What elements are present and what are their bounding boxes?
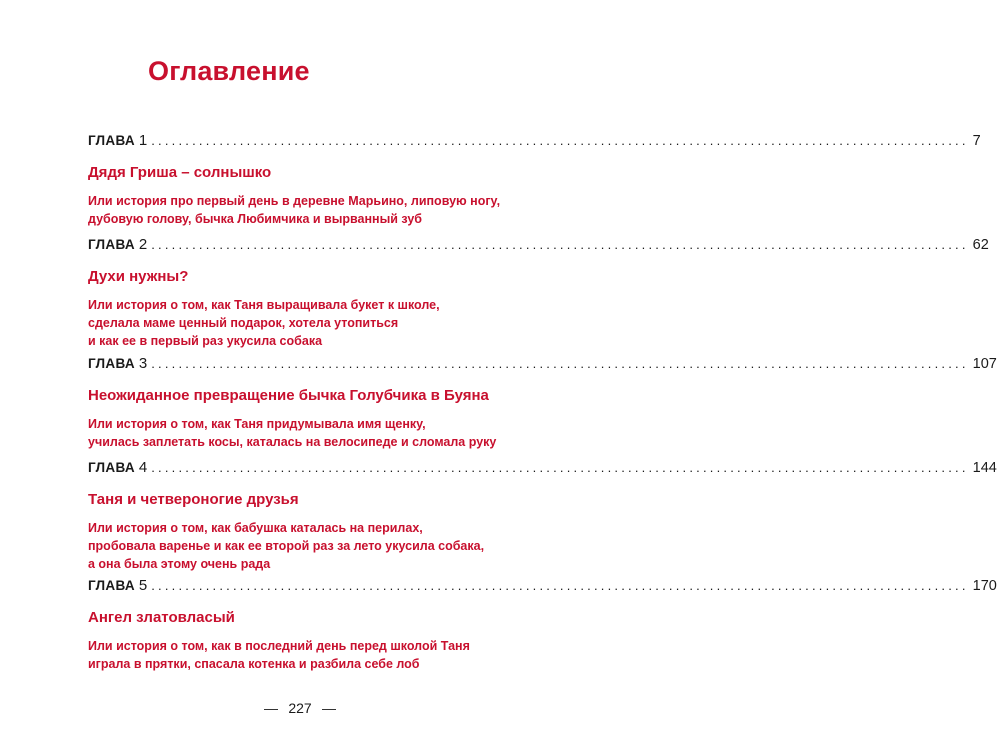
chapter-label: ГЛАВА: [88, 133, 135, 148]
description-line: пробовала варенье и как ее второй раз за лето укусила собака,: [88, 539, 485, 553]
chapter-number: 5: [138, 577, 148, 594]
dash-right: [322, 709, 336, 710]
chapter-3: [88, 355, 997, 451]
chapter-4: [88, 459, 997, 573]
chapter-page: 62: [972, 237, 989, 253]
chapter-5: [88, 577, 997, 673]
chapter-page: 7: [972, 133, 981, 149]
chapter-number: 4: [138, 459, 148, 476]
page-title: Оглавление: [148, 56, 310, 86]
description-line: Или история о том, как в последний день перед школой Таня: [88, 639, 470, 653]
chapter-title: Таня и четвероногие друзья: [88, 491, 299, 508]
chapter-title: Неожиданное превращение бычка Голубчика в Буяна: [88, 387, 489, 404]
description-line: дубовую голову, бычка Любимчика и вырванный зуб: [88, 212, 422, 226]
chapter-2: [88, 236, 989, 350]
description-line: играла в прятки, спасала котенка и разбила себе лоб: [88, 657, 420, 671]
chapter-heading: [88, 459, 997, 481]
chapter-description: [88, 296, 518, 350]
description-line: Или история про первый день в деревне Марьино, липовую ногу,: [88, 194, 501, 208]
description-line: Или история о том, как Таня придумывала имя щенку,: [88, 417, 426, 431]
chapter-title: Дядя Гриша – солнышко: [88, 164, 272, 181]
dot-leader: ........................................................................................................................: [151, 356, 969, 371]
chapter-label: ГЛАВА: [88, 356, 135, 371]
description-line: и как ее в первый раз укусила собака: [88, 334, 323, 348]
chapter-label: ГЛАВА: [88, 460, 135, 475]
page-number: 227: [288, 700, 312, 716]
description-line: сделала маме ценный подарок, хотела утопиться: [88, 316, 399, 330]
chapter-description: [88, 519, 518, 573]
chapter-title: Духи нужны?: [88, 268, 189, 285]
chapter-page: 144: [972, 460, 997, 476]
description-line: Или история о том, как бабушка каталась на перилах,: [88, 521, 423, 535]
dash-left: [264, 709, 278, 710]
description-line: а она была этому очень рада: [88, 557, 271, 571]
chapter-title: Ангел златовласый: [88, 609, 235, 626]
chapter-description: [88, 192, 518, 228]
description-line: Или история о том, как Таня выращивала букет к школе,: [88, 298, 440, 312]
chapter-number: 2: [138, 236, 148, 253]
dot-leader: ........................................................................................................................: [151, 133, 969, 148]
chapter-description: [88, 415, 518, 451]
chapter-number: 3: [138, 355, 148, 372]
dot-leader: ........................................................................................................................: [151, 578, 969, 593]
chapter-1: [88, 132, 981, 228]
chapter-heading: [88, 355, 997, 377]
chapter-heading: [88, 132, 981, 154]
chapter-page: 170: [972, 578, 997, 594]
chapter-label: ГЛАВА: [88, 578, 135, 593]
description-line: училась заплетать косы, каталась на велосипеде и сломала руку: [88, 435, 497, 449]
chapter-page: 107: [972, 356, 997, 372]
chapter-description: [88, 637, 518, 673]
chapter-label: ГЛАВА: [88, 237, 135, 252]
dot-leader: ........................................................................................................................: [151, 460, 969, 475]
page-footer: [0, 700, 600, 716]
chapter-heading: [88, 577, 997, 599]
dot-leader: ........................................................................................................................: [151, 237, 969, 252]
chapter-number: 1: [138, 132, 148, 149]
chapter-heading: [88, 236, 989, 258]
